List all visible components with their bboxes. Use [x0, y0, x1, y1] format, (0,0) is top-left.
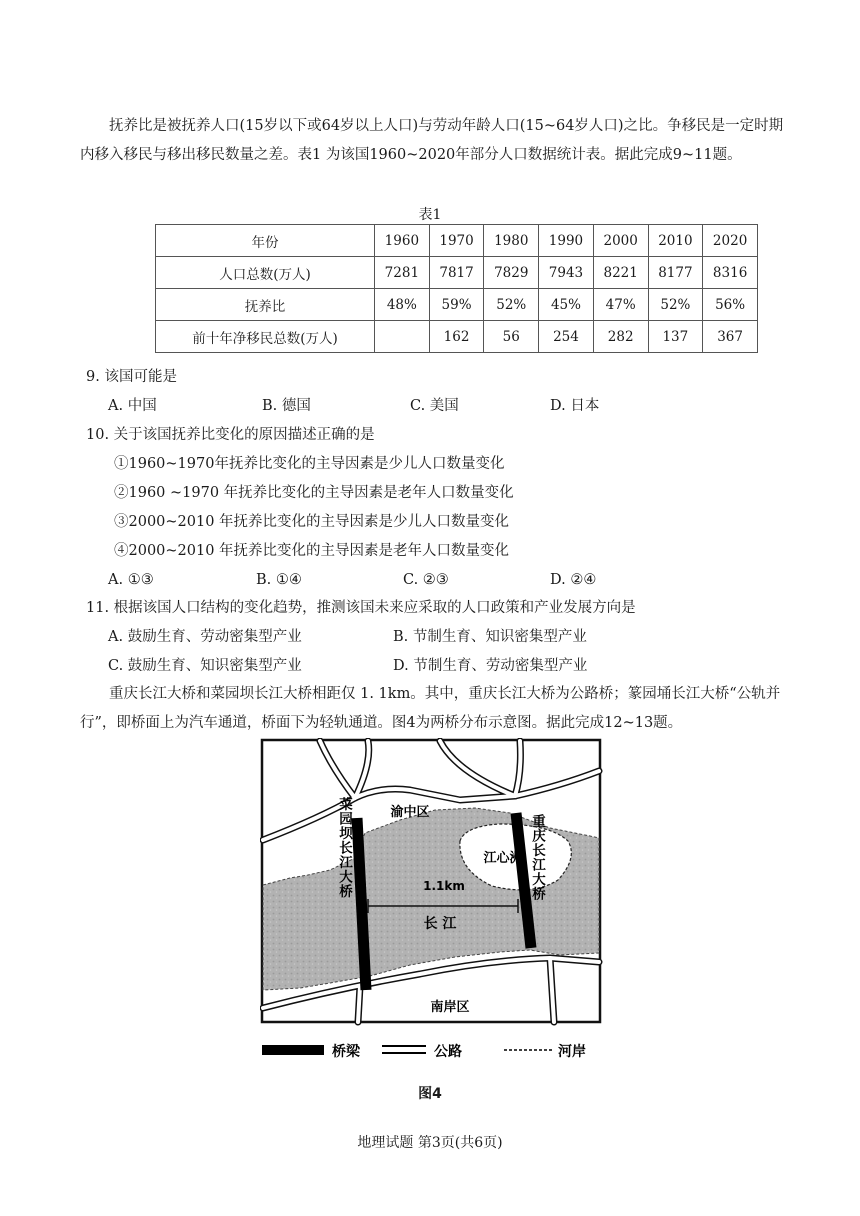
table-cell: 162 — [429, 321, 484, 353]
option-a: A. 鼓励生育、劳动密集型产业 — [108, 629, 302, 645]
district-north-label: 渝中区 — [390, 805, 430, 820]
table-cell: 7943 — [539, 257, 594, 289]
option-b: B. ①④ — [256, 572, 302, 588]
option-b: B. 德国 — [262, 398, 311, 414]
table-cell: 8316 — [703, 257, 758, 289]
option-a: A. ①③ — [108, 572, 154, 588]
table-cell: 8177 — [648, 257, 703, 289]
legend-bridge: 桥梁 — [332, 1044, 360, 1060]
table-cell: 7281 — [375, 257, 430, 289]
year-cell: 2000 — [593, 225, 648, 257]
map-legend — [262, 1043, 586, 1060]
year-cell: 1990 — [539, 225, 594, 257]
bridge-map — [260, 738, 604, 1074]
year-cell: 1960 — [375, 225, 430, 257]
table-cell: 45% — [539, 289, 594, 321]
question-11-stem: 11. 根据该国人口结构的变化趋势，推测该国未来应采取的人口政策和产业发展方向是 — [86, 600, 636, 616]
table-cell — [375, 321, 430, 353]
row-label: 前十年净移民总数(万人) — [156, 321, 375, 353]
option-a: A. 中国 — [108, 398, 157, 414]
table-cell: 367 — [703, 321, 758, 353]
option-d: D. ②④ — [550, 572, 597, 588]
table-cell: 56 — [484, 321, 539, 353]
option-c: C. 鼓励生育、知识密集型产业 — [108, 658, 302, 674]
table-cell: 137 — [648, 321, 703, 353]
legend-road: 公路 — [434, 1044, 462, 1060]
statement-2: ②1960 ~1970 年抚养比变化的主导因素是老年人口数量变化 — [114, 485, 514, 501]
option-d: D. 节制生育、劳动密集型产业 — [393, 658, 588, 674]
page-footer: 地理试题 第3页(共6页) — [357, 1135, 503, 1151]
option-c: C. ②③ — [403, 572, 449, 588]
row-label: 人口总数(万人) — [156, 257, 375, 289]
legend-bank: 河岸 — [558, 1044, 586, 1060]
table-cell: 52% — [648, 289, 703, 321]
option-d: D. 日本 — [550, 398, 600, 414]
island-label: 江心洲 — [483, 851, 523, 866]
district-south-label: 南岸区 — [430, 1000, 470, 1015]
table-header-label: 年份 — [156, 225, 375, 257]
figure-caption: 图4 — [418, 1086, 442, 1102]
question-10-stem: 10. 关于该国抚养比变化的原因描述正确的是 — [86, 427, 375, 443]
statement-4: ④2000~2010 年抚养比变化的主导因素是老年人口数量变化 — [114, 543, 510, 559]
table-cell: 52% — [484, 289, 539, 321]
intro-paragraph: 抚养比是被抚养人口(15岁以下或64岁以上人口)与劳动年龄人口(15~64岁人口)之比。争移民是一定时期内移入移民与移出移民数量之差。表1 为该国1960~2020年部分人口数据统计表。据此完成9~11题。 — [80, 118, 784, 163]
table-cell: 8221 — [593, 257, 648, 289]
caiyuanba-bridge-label: 菜园坝长江大桥 — [336, 797, 352, 899]
distance-label: 1.1km — [423, 879, 465, 893]
table-cell: 282 — [593, 321, 648, 353]
statement-3: ③2000~2010 年抚养比变化的主导因素是少儿人口数量变化 — [114, 514, 510, 530]
row-label: 抚养比 — [156, 289, 375, 321]
table-cell: 7817 — [429, 257, 484, 289]
question-9-stem: 9. 该国可能是 — [86, 369, 177, 385]
river-label: 长 江 — [423, 916, 457, 932]
bridge-legend-icon — [262, 1045, 324, 1055]
table-cell: 7829 — [484, 257, 539, 289]
intro-paragraph-2: 重庆长江大桥和菜园坝长江大桥相距仅 1. 1km。其中，重庆长江大桥为公路桥；篆园埇长江大桥“公轨并行”，即桥面上为汽车通道，桥面下为轻轨通道。图4为两桥分布示意图。据此完成12~13题。 — [80, 686, 781, 731]
table-cell: 48% — [375, 289, 430, 321]
table-cell: 47% — [593, 289, 648, 321]
table-row — [156, 225, 758, 257]
statement-1: ①1960~1970年抚养比变化的主导因素是少儿人口数量变化 — [114, 456, 505, 472]
table-row — [156, 257, 758, 289]
option-b: B. 节制生育、知识密集型产业 — [393, 629, 587, 645]
population-table — [155, 224, 758, 353]
table-cell: 59% — [429, 289, 484, 321]
table-caption: 表1 — [418, 207, 442, 223]
year-cell: 1970 — [429, 225, 484, 257]
option-c: C. 美国 — [410, 398, 459, 414]
year-cell: 2020 — [703, 225, 758, 257]
year-cell: 2010 — [648, 225, 703, 257]
table-cell: 56% — [703, 289, 758, 321]
table-cell: 254 — [539, 321, 594, 353]
year-cell: 1980 — [484, 225, 539, 257]
table-row — [156, 289, 758, 321]
table-row — [156, 321, 758, 353]
chongqing-bridge-label: 重庆长江大桥 — [529, 814, 545, 901]
